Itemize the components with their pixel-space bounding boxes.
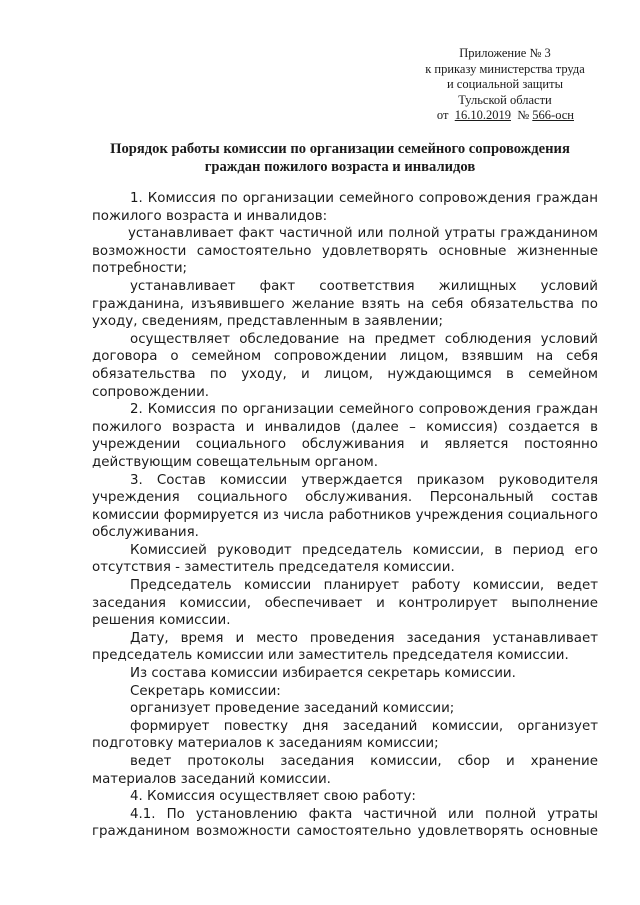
document-title <box>60 140 620 176</box>
title-line-1: Порядок работы комиссии по организации семейного сопровождения <box>110 141 570 157</box>
paragraph-13: формирует повестку дня заседаний комиссии, организует подготовку материалов к заседаниям комиссии; <box>92 718 598 752</box>
appendix-order-ref: к приказу министерства труда <box>425 61 585 76</box>
paragraph-3: устанавливает факт соответствия жилищных условий гражданина, изъявившего желание взять на себя обязательства по уходу, сведениям, представленным в заявлении; <box>92 278 598 330</box>
appendix-region: Тульской области <box>458 92 552 107</box>
paragraph-14: ведет протоколы заседания комиссии, сбор и хранение материалов заседаний комиссии. <box>92 754 598 787</box>
order-number: 566-осн <box>532 108 574 123</box>
appendix-header <box>400 46 610 124</box>
paragraph-2: устанавливает факт частичной или полной утраты гражданином возможности самостоятельно удовлетворять основные жизненные потребности; <box>92 226 598 277</box>
paragraph-16: 4.1. По установлению факта частичной или полной утраты гражданином возможности самостоятельно удовлетворять основные <box>92 806 598 840</box>
appendix-ministry: и социальной защиты <box>446 77 563 92</box>
paragraph-5: 2. Комиссия по организации семейного сопровождения граждан пожилого возраста и инвалидов (далее – комиссия) создается в учреждении социального обслуживания и является постоянно действующим совещательным органом. <box>92 402 598 470</box>
paragraph-10: Из состава комиссии избирается секретарь комиссии. <box>130 666 516 682</box>
paragraph-12: организует проведение заседаний комиссии; <box>130 701 455 717</box>
appendix-date-line <box>400 108 610 124</box>
paragraph-11: Секретарь комиссии: <box>130 683 281 699</box>
document-body <box>92 190 598 841</box>
paragraph-6: 3. Состав комиссии утверждается приказом руководителя учреждения социального обслуживания. Персональный состав комиссии формируется из числа работников учреждения социального обслуживания. <box>92 472 598 541</box>
order-date: 16.10.2019 <box>454 108 511 123</box>
paragraph-15: 4. Комиссия осуществляет свою работу: <box>130 789 416 805</box>
paragraph-9: Дату, время и место проведения заседания устанавливает председатель комиссии или заместитель председателя комиссии. <box>92 630 598 664</box>
paragraph-7: Комиссией руководит председатель комиссии, в период его отсутствия - заместитель председателя комиссии. <box>92 542 598 576</box>
appendix-number: Приложение № 3 <box>459 46 551 60</box>
paragraph-4: осуществляет обследование на предмет соблюдения условий договора о семейном сопровождении лицом, взявшим на себя обязательства по уходу, и лицом, нуждающимся в семейном сопровождении. <box>92 331 598 400</box>
date-prefix: от <box>436 108 449 123</box>
title-line-2: граждан пожилого возраста и инвалидов <box>204 159 476 175</box>
paragraph-8: Председатель комиссии планирует работу комиссии, ведет заседания комиссии, обеспечивает и контролирует выполнение решения комиссии. <box>92 578 598 629</box>
number-prefix: № <box>517 108 530 123</box>
paragraph-1: 1. Комиссия по организации семейного сопровождения граждан пожилого возраста и инвалидов: <box>92 191 598 224</box>
